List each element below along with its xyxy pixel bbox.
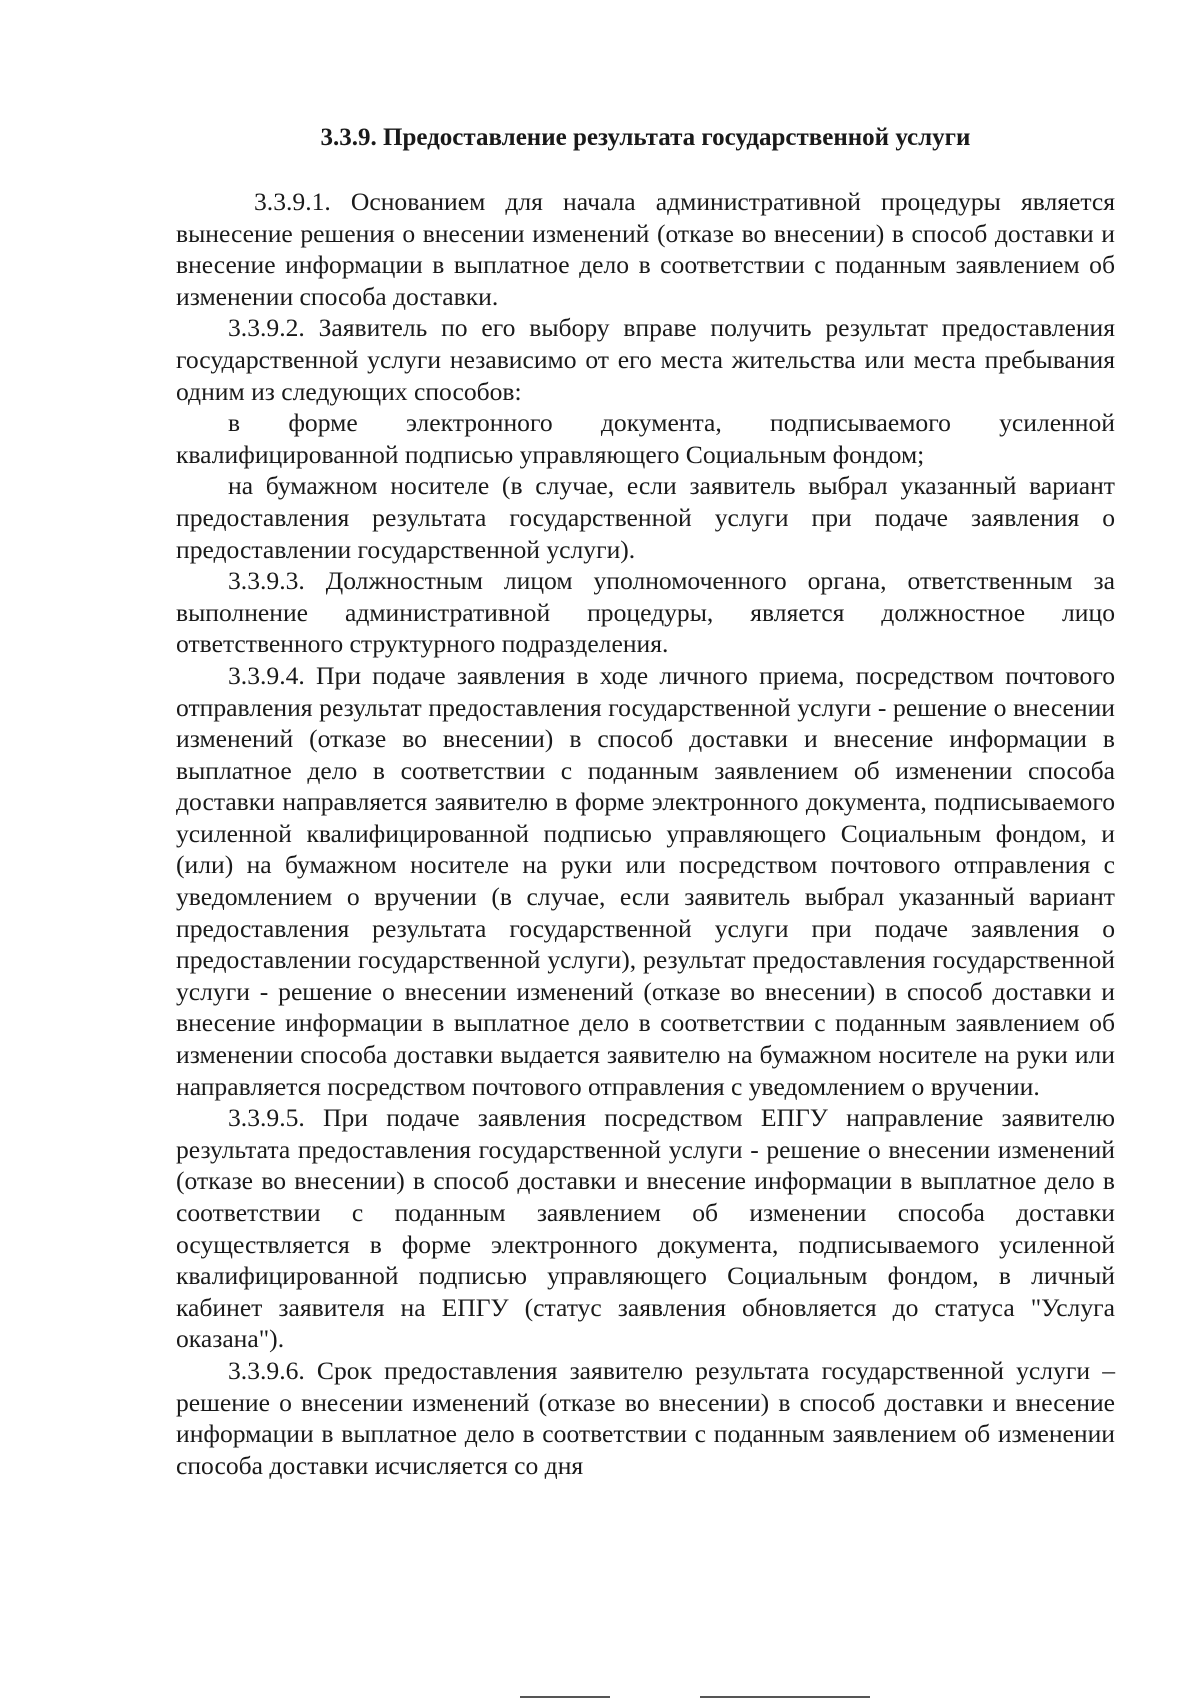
paragraph-3-3-9-1: 3.3.9.1. Основанием для начала административной процедуры является вынесение решения о внесении изменений (отказе во внесении) в способ доставки и внесение информации в выплатное дело в соответствии с поданным заявлением об изменении способа доставки. (176, 187, 1115, 311)
document-body (176, 186, 1115, 1481)
scan-edge-mark (700, 1696, 870, 1698)
list-item-paper-document: на бумажном носителе (в случае, если заявитель выбрал указанный вариант предоставления результата государственной услуги при подаче заявления о предоставлении государственной услуги). (176, 471, 1115, 564)
scan-edge-mark (520, 1696, 610, 1698)
paragraph-3-3-9-4: 3.3.9.4. При подаче заявления в ходе личного приема, посредством почтового отправления результат предоставления государственной услуги - решение о внесении изменений (отказе во внесении) в способ доставки и внесение информации в выплатное дело в соответствии с поданным заявлением об изменении способа доставки направляется заявителю в форме электронного документа, подписываемого усиленной квалифицированной подписью управляющего Социальным фондом, и (или) на бумажном носителе на руки или посредством почтового отправления с уведомлением о вручении (в случае, если заявитель выбрал указанный вариант предоставления результата государственной услуги при подаче заявления о предоставлении государственной услуги), результат предоставления государственной услуги - решение о внесении изменений (отказе во внесении) в способ доставки и внесение информации в выплатное дело в соответствии с поданным заявлением об изменении способа доставки выдается заявителю на бумажном носителе на руки или направляется посредством почтового отправления с уведомлением о вручении. (176, 660, 1115, 1101)
paragraph-3-3-9-3: 3.3.9.3. Должностным лицом уполномоченного органа, ответственным за выполнение административной процедуры, является должностное лицо ответственного структурного подразделения. (176, 566, 1115, 659)
paragraph-3-3-9-6: 3.3.9.6. Срок предоставления заявителю результата государственной услуги – решение о внесении изменений (отказе во внесении) в способ доставки и внесение информации в выплатное дело в соответствии с поданным заявлением об изменении способа доставки исчисляется со дня (176, 1355, 1115, 1480)
section-heading: 3.3.9. Предоставление результата государственной услуги (320, 124, 971, 151)
paragraph-3-3-9-2: 3.3.9.2. Заявитель по его выбору вправе получить результат предоставления государственной услуги независимо от его места жительства или места пребывания одним из следующих способов: (176, 313, 1115, 406)
list-item-electronic-document: в форме электронного документа, подписываемого усиленной квалифицированной подписью управляющего Социальным фондом; (176, 408, 1115, 469)
paragraph-3-3-9-5: 3.3.9.5. При подаче заявления посредством ЕПГУ направление заявителю результата предоставления государственной услуги - решение о внесении изменений (отказе во внесении) в способ доставки и внесение информации в выплатное дело в соответствии с поданным заявлением об изменении способа доставки осуществляется в форме электронного документа, подписываемого усиленной квалифицированной подписью управляющего Социальным фондом, в личный кабинет заявителя на ЕПГУ (статус заявления обновляется до статуса "Услуга оказана"). (176, 1103, 1115, 1354)
